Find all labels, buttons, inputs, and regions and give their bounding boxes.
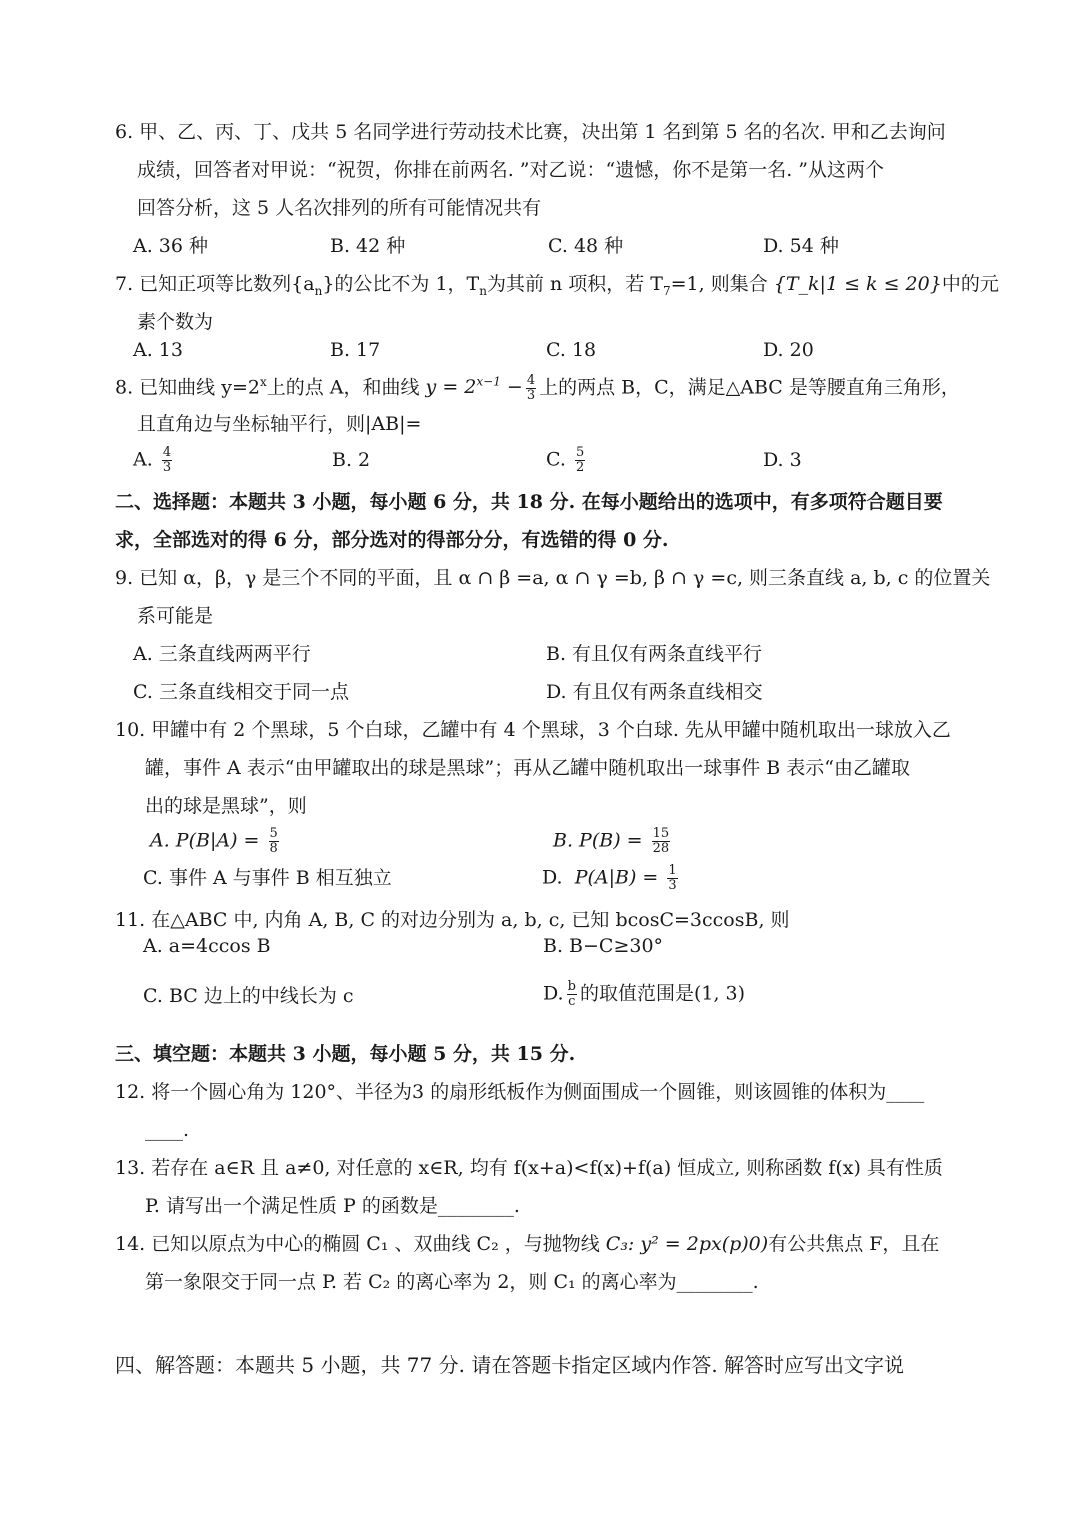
q9-option-b: B. 有且仅有两条直线平行 xyxy=(546,643,763,665)
q10-option-d: D. P(A|B) = $\frac{1}{3}$ xyxy=(542,863,677,893)
q7-stem-line2: 素个数为 xyxy=(137,311,214,333)
q8-option-c-fraction: $\frac{5}{2}$ xyxy=(575,445,585,475)
q13-stem-line2: P. 请写出一个满足性质 P 的函数是________. xyxy=(145,1195,520,1217)
section4-heading: 四、解答题：本题共 5 小题，共 77 分. 请在答题卡指定区域内作答. 解答时应写出文字说 xyxy=(115,1353,905,1377)
q9-stem-line2: 系可能是 xyxy=(137,605,214,627)
q7-option-d: D. 20 xyxy=(763,339,814,361)
q9-stem-line1: 9. 已知 α，β，γ 是三个不同的平面，且 α ∩ β =a, α ∩ γ =b, β ∩ γ =c, 则三条直线 a, b, c 的位置关 xyxy=(115,567,991,589)
q11-option-c: C. BC 边上的中线长为 c xyxy=(143,985,354,1007)
q6-stem-line2: 成绩，回答者对甲说：“祝贺，你排在前两名. ”对乙说：“遗憾，你不是第一名. ”从这两个 xyxy=(137,159,885,181)
q10-option-d-fraction: $\frac{1}{3}$ xyxy=(668,863,677,893)
q8-option-b: B. 2 xyxy=(332,449,371,471)
q14-stem-line1: 14. 已知以原点为中心的椭圆 C₁ 、双曲线 C₂ ，与抛物线 C₃: y² = 2px(p)0)有公共焦点 F，且在 xyxy=(115,1233,940,1255)
q10-stem-line3: 出的球是黑球”，则 xyxy=(145,795,307,817)
q8-curve-fraction: $\frac{4}{3}$ xyxy=(526,372,536,403)
q10-option-a-fraction: $\frac{5}{8}$ xyxy=(269,826,278,856)
q11-option-b: B. B−C≥30° xyxy=(543,935,664,957)
q6-stem-line1: 6. 甲、乙、丙、丁、戊共 5 名同学进行劳动技术比赛，决出第 1 名到第 5 名的名次. 甲和乙去询问 xyxy=(115,121,946,143)
q10-stem-line1: 10. 甲罐中有 2 个黑球，5 个白球，乙罐中有 4 个黑球，3 个白球. 先从甲罐中随机取出一球放入乙 xyxy=(115,719,951,741)
q10-stem-line2: 罐，事件 A 表示“由甲罐取出的球是黑球”；再从乙罐中随机取出一球事件 B 表示“由乙罐取 xyxy=(145,757,910,779)
q6-option-b: B. 42 种 xyxy=(330,235,406,257)
q7-option-b: B. 17 xyxy=(330,339,381,361)
q8-option-c: C. $\frac{5}{2}$ xyxy=(546,445,585,475)
q10-option-c: C. 事件 A 与事件 B 相互独立 xyxy=(143,867,392,889)
section2-heading-line2: 求，全部选对的得 6 分，部分选对的得部分分，有选错的得 0 分. xyxy=(115,529,669,551)
q8-stem-line1: 8. 已知曲线 $y=2^x$上的点 A，和曲线 $y = 2^{x-1}$ − $\frac{4}{3}$ 上的两点 B，C，满足△ABC 是等腰直角三角形， xyxy=(115,372,960,403)
q12-stem-line1: 12. 将一个圆心角为 120°、半径为3 的扇形纸板作为侧面围成一个圆锥，则该圆锥的体积为____ xyxy=(115,1081,925,1103)
q9-option-d: D. 有且仅有两条直线相交 xyxy=(546,681,763,703)
q8-option-a-fraction: $\frac{4}{3}$ xyxy=(162,445,172,475)
q10-option-a: A. P(B|A) = $\frac{5}{8}$ xyxy=(150,826,278,856)
q11-option-d-fraction: $\frac{b}{c}$ xyxy=(567,979,576,1009)
q6-option-a: A. 36 种 xyxy=(133,235,209,257)
section2-heading-line1: 二、选择题：本题共 3 小题，每小题 6 分，共 18 分. 在每小题给出的选项中，有多项符合题目要 xyxy=(115,491,943,513)
q7-stem-line1: 7. 已知正项等比数列$\{a_n\}$的公比不为 1，$T_n$为其前 n 项积，若 $T_7=1$, 则集合 {T_k|1 ≤ k ≤ 20}中的元 xyxy=(115,273,999,298)
q12-stem-line2: ____. xyxy=(145,1119,190,1141)
q7-set-expression: {T_k|1 ≤ k ≤ 20} xyxy=(773,273,942,295)
q7-option-a: A. 13 xyxy=(133,339,183,361)
q10-option-b: B. P(B) = $\frac{15}{28}$ xyxy=(553,826,670,856)
q9-option-a: A. 三条直线两两平行 xyxy=(133,643,311,665)
q6-option-d: D. 54 种 xyxy=(763,235,839,257)
q8-curve-expression: $y = 2^{x-1}$ − xyxy=(425,375,523,399)
q14-parabola-expression: C₃: y² = 2px(p)0) xyxy=(605,1233,769,1255)
q14-stem-line2: 第一象限交于同一点 P. 若 C₂ 的离心率为 2，则 C₁ 的离心率为________. xyxy=(145,1271,759,1293)
q8-option-a: A. $\frac{4}{3}$ xyxy=(133,445,172,475)
q9-option-c: C. 三条直线相交于同一点 xyxy=(133,681,349,703)
q11-option-d: D. $\frac{b}{c}$ 的取值范围是(1, 3) xyxy=(543,979,746,1009)
q13-stem-line1: 13. 若存在 a∈R 且 a≠0, 对任意的 x∈R, 均有 f(x+a)<f(x)+f(a) 恒成立, 则称函数 f(x) 具有性质 xyxy=(115,1157,943,1179)
section3-heading: 三、填空题：本题共 3 小题，每小题 5 分，共 15 分. xyxy=(115,1043,576,1065)
q11-stem-line1: 11. 在△ABC 中, 内角 A, B, C 的对边分别为 a, b, c, 已知 bcosC=3ccosB, 则 xyxy=(115,909,790,931)
q11-option-a: A. a=4ccos B xyxy=(143,935,271,957)
q8-option-d: D. 3 xyxy=(763,449,802,471)
q6-option-c: C. 48 种 xyxy=(548,235,624,257)
q6-stem-line3: 回答分析，这 5 人名次排列的所有可能情况共有 xyxy=(137,197,542,219)
q10-option-b-fraction: $\frac{15}{28}$ xyxy=(652,826,670,856)
q8-stem-line2: 且直角边与坐标轴平行，则|AB|= xyxy=(137,413,422,435)
q7-option-c: C. 18 xyxy=(546,339,597,361)
